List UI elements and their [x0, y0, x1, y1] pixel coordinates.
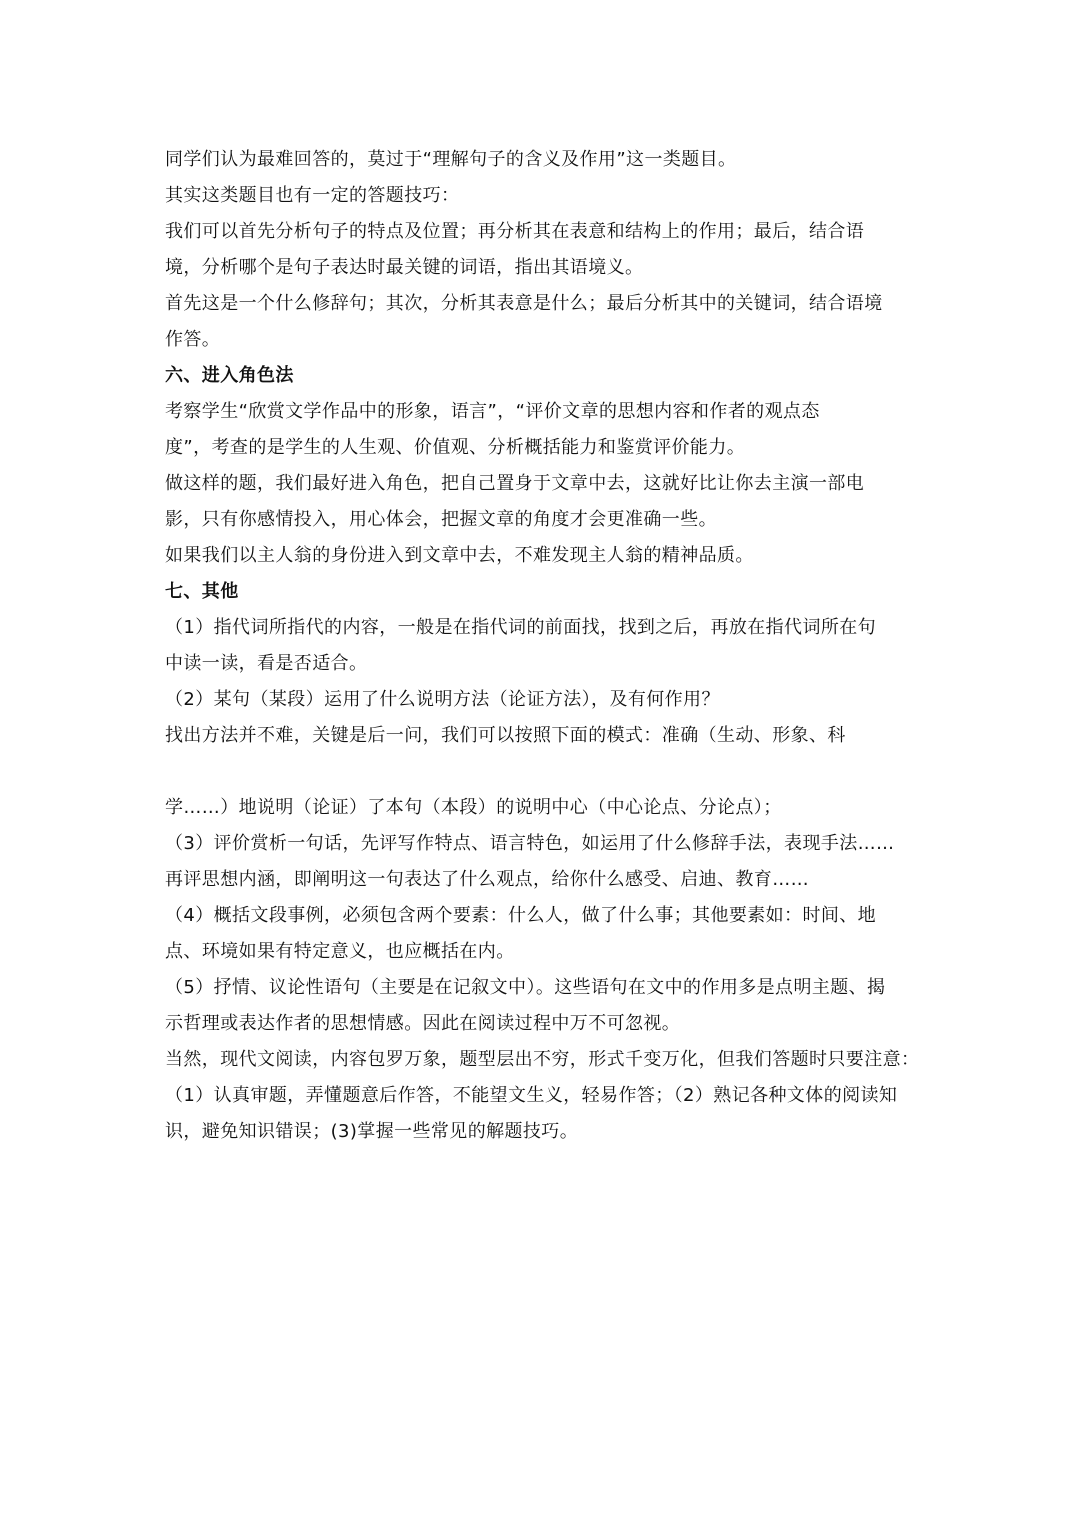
- paragraph-line: （5）抒情、议论性语句（主要是在记叙文中）。这些语句在文中的作用多是点明主题、揭: [165, 977, 886, 998]
- paragraph-line: 找出方法并不难，关键是后一问，我们可以按照下面的模式：准确（生动、形象、科: [165, 725, 846, 746]
- paragraph-line: 其实这类题目也有一定的答题技巧：: [165, 185, 460, 206]
- paragraph-line: 点、环境如果有特定意义，也应概括在内。: [165, 941, 515, 962]
- section-heading: 七、其他: [165, 581, 239, 602]
- paragraph-line: 同学们认为最难回答的，莫过于“理解句子的含义及作用”这一类题目。: [165, 149, 737, 170]
- paragraph-line: 识，避免知识错误；(3)掌握一些常见的解题技巧。: [165, 1121, 579, 1142]
- paragraph-line: （4）概括文段事例，必须包含两个要素：什么人，做了什么事；其他要素如：时间、地: [165, 905, 877, 926]
- paragraph-line: （1）指代词所指代的内容，一般是在指代词的前面找，找到之后，再放在指代词所在句: [165, 617, 877, 638]
- paragraph-line: 影，只有你感情投入，用心体会，把握文章的角度才会更准确一些。: [165, 509, 717, 530]
- paragraph-line: 考察学生“欣赏文学作品中的形象，语言”，“评价文章的思想内容和作者的观点态: [165, 401, 820, 422]
- paragraph-line: 示哲理或表达作者的思想情感。因此在阅读过程中万不可忽视。: [165, 1013, 681, 1034]
- paragraph-line: 学……）地说明（论证）了本句（本段）的说明中心（中心论点、分论点）；: [165, 797, 782, 818]
- section-heading: 六、进入角色法: [165, 365, 294, 386]
- paragraph-line: 度”，考查的是学生的人生观、价值观、分析概括能力和鉴赏评价能力。: [165, 437, 746, 458]
- paragraph-line: 首先这是一个什么修辞句；其次，分析其表意是什么；最后分析其中的关键词，结合语境: [165, 293, 883, 314]
- paragraph-line: 境，分析哪个是句子表达时最关键的词语，指出其语境义。: [165, 257, 644, 278]
- paragraph-line: 当然，现代文阅读，内容包罗万象，题型层出不穷，形式千变万化，但我们答题时只要注意：: [165, 1049, 920, 1070]
- paragraph-line: （2）某句（某段）运用了什么说明方法（论证方法），及有何作用？: [165, 689, 720, 710]
- paragraph-line: 做这样的题，我们最好进入角色，把自己置身于文章中去，这就好比让你去主演一部电: [165, 473, 865, 494]
- paragraph-line: 作答。: [165, 329, 221, 350]
- paragraph-line: （3）评价赏析一句话，先评写作特点、语言特色，如运用了什么修辞手法，表现手法……: [165, 833, 895, 854]
- paragraph-line: （1）认真审题，弄懂题意后作答，不能望文生义，轻易作答；（2）熟记各种文体的阅读知: [165, 1085, 898, 1106]
- paragraph-line: 我们可以首先分析句子的特点及位置；再分析其在表意和结构上的作用；最后，结合语: [165, 221, 865, 242]
- paragraph-line: 中读一读，看是否适合。: [165, 653, 368, 674]
- paragraph-line: 再评思想内涵，即阐明这一句表达了什么观点，给你什么感受、启迪、教育……: [165, 869, 809, 890]
- paragraph-line: 如果我们以主人翁的身份进入到文章中去，不难发现主人翁的精神品质。: [165, 545, 754, 566]
